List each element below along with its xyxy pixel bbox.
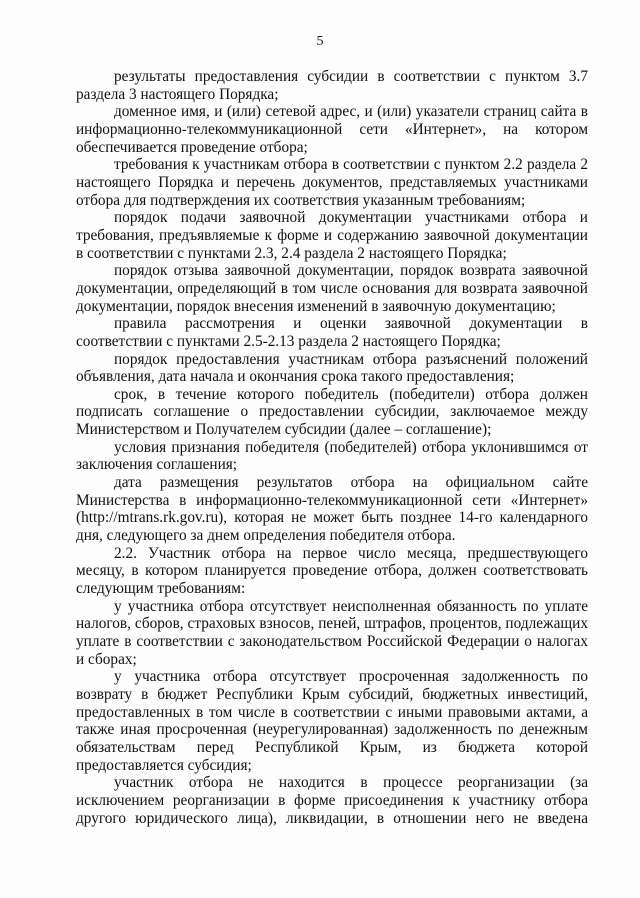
paragraph-withdrawal-procedure: порядок отзыва заявочной документации, порядок возврата заявочной документации, определяющий в том числе основания для возврата заявочной документации, порядок внесения изменений в заявочную документацию; [76,262,588,315]
paragraph-reorganization: участник отбора не находится в процессе реорганизации (за исключением реорганизации в форме присоединения к участнику отбора другого юридического лица), ликвидации, в отношении него не введена [76,774,588,827]
paragraph-tax-obligations: у участника отбора отсутствует неисполненная обязанность по уплате налогов, сборов, страховых взносов, пеней, штрафов, процентов, подлежащих уплате в соответствии с законодательством Российской Федерации о налогах и сборах; [76,597,588,668]
paragraph-participant-requirements: требования к участникам отбора в соответствии с пунктом 2.2 раздела 2 настоящего Порядка и перечень документов, представляемых участниками отбора для подтверждения их соответствия указанным требованиям; [76,156,588,209]
paragraph-subsidy-results: результаты предоставления субсидии в соответствии с пунктом 3.7 раздела 3 настоящего Порядка; [76,68,588,103]
paragraph-evaluation-rules: правила рассмотрения и оценки заявочной документации в соответствии с пунктами 2.5-2.13 раздела 2 настоящего Порядка; [76,315,588,350]
document-body [76,68,588,827]
paragraph-agreement-deadline: срок, в течение которого победитель (победители) отбора должен подписать соглашение о предоставлении субсидии, заключаемое между Министерством и Получателем субсидии (далее – соглашение); [76,385,588,439]
paragraph-results-publication: дата размещения результатов отбора на официальном сайте Министерства в информационно-телекоммуникационной сети «Интернет» (http://mtrans.rk.gov.ru), которая не может быть позднее 14-го календарного дня, следующего за днем определения победителя отбора. [76,474,588,545]
page-number: 5 [316,34,324,49]
paragraph-submission-procedure: порядок подачи заявочной документации участниками отбора и требования, предъявляемые к форме и содержанию заявочной документации в соответствии с пунктами 2.3, 2.4 раздела 2 настоящего Порядка; [76,209,588,262]
paragraph-overdue-debt: у участника отбора отсутствует просроченная задолженность по возврату в бюджет Республики Крым субсидий, бюджетных инвестиций, предоставленных в том числе в соответствии с иными правовыми актами, а также иная просроченная (неурегулированная) задолженность по денежным обязательствам перед Республикой Крым, из бюджета которой предоставляется субсидия; [76,668,588,774]
paragraph-evasion-conditions: условия признания победителя (победителей) отбора уклонившимся от заключения соглашения; [76,438,588,474]
paragraph-section-2-2: 2.2. Участник отбора на первое число месяца, предшествующего месяцу, в котором планируется проведение отбора, должен соответствовать следующим требованиям: [76,544,588,598]
paragraph-domain-name: доменное имя, и (или) сетевой адрес, и (или) указатели страниц сайта в информационно-телекоммуникационной сети «Интернет», на котором обеспечивается проведение отбора; [76,103,588,156]
paragraph-clarifications: порядок предоставления участникам отбора разъяснений положений объявления, дата начала и окончания срока такого предоставления; [76,350,588,386]
